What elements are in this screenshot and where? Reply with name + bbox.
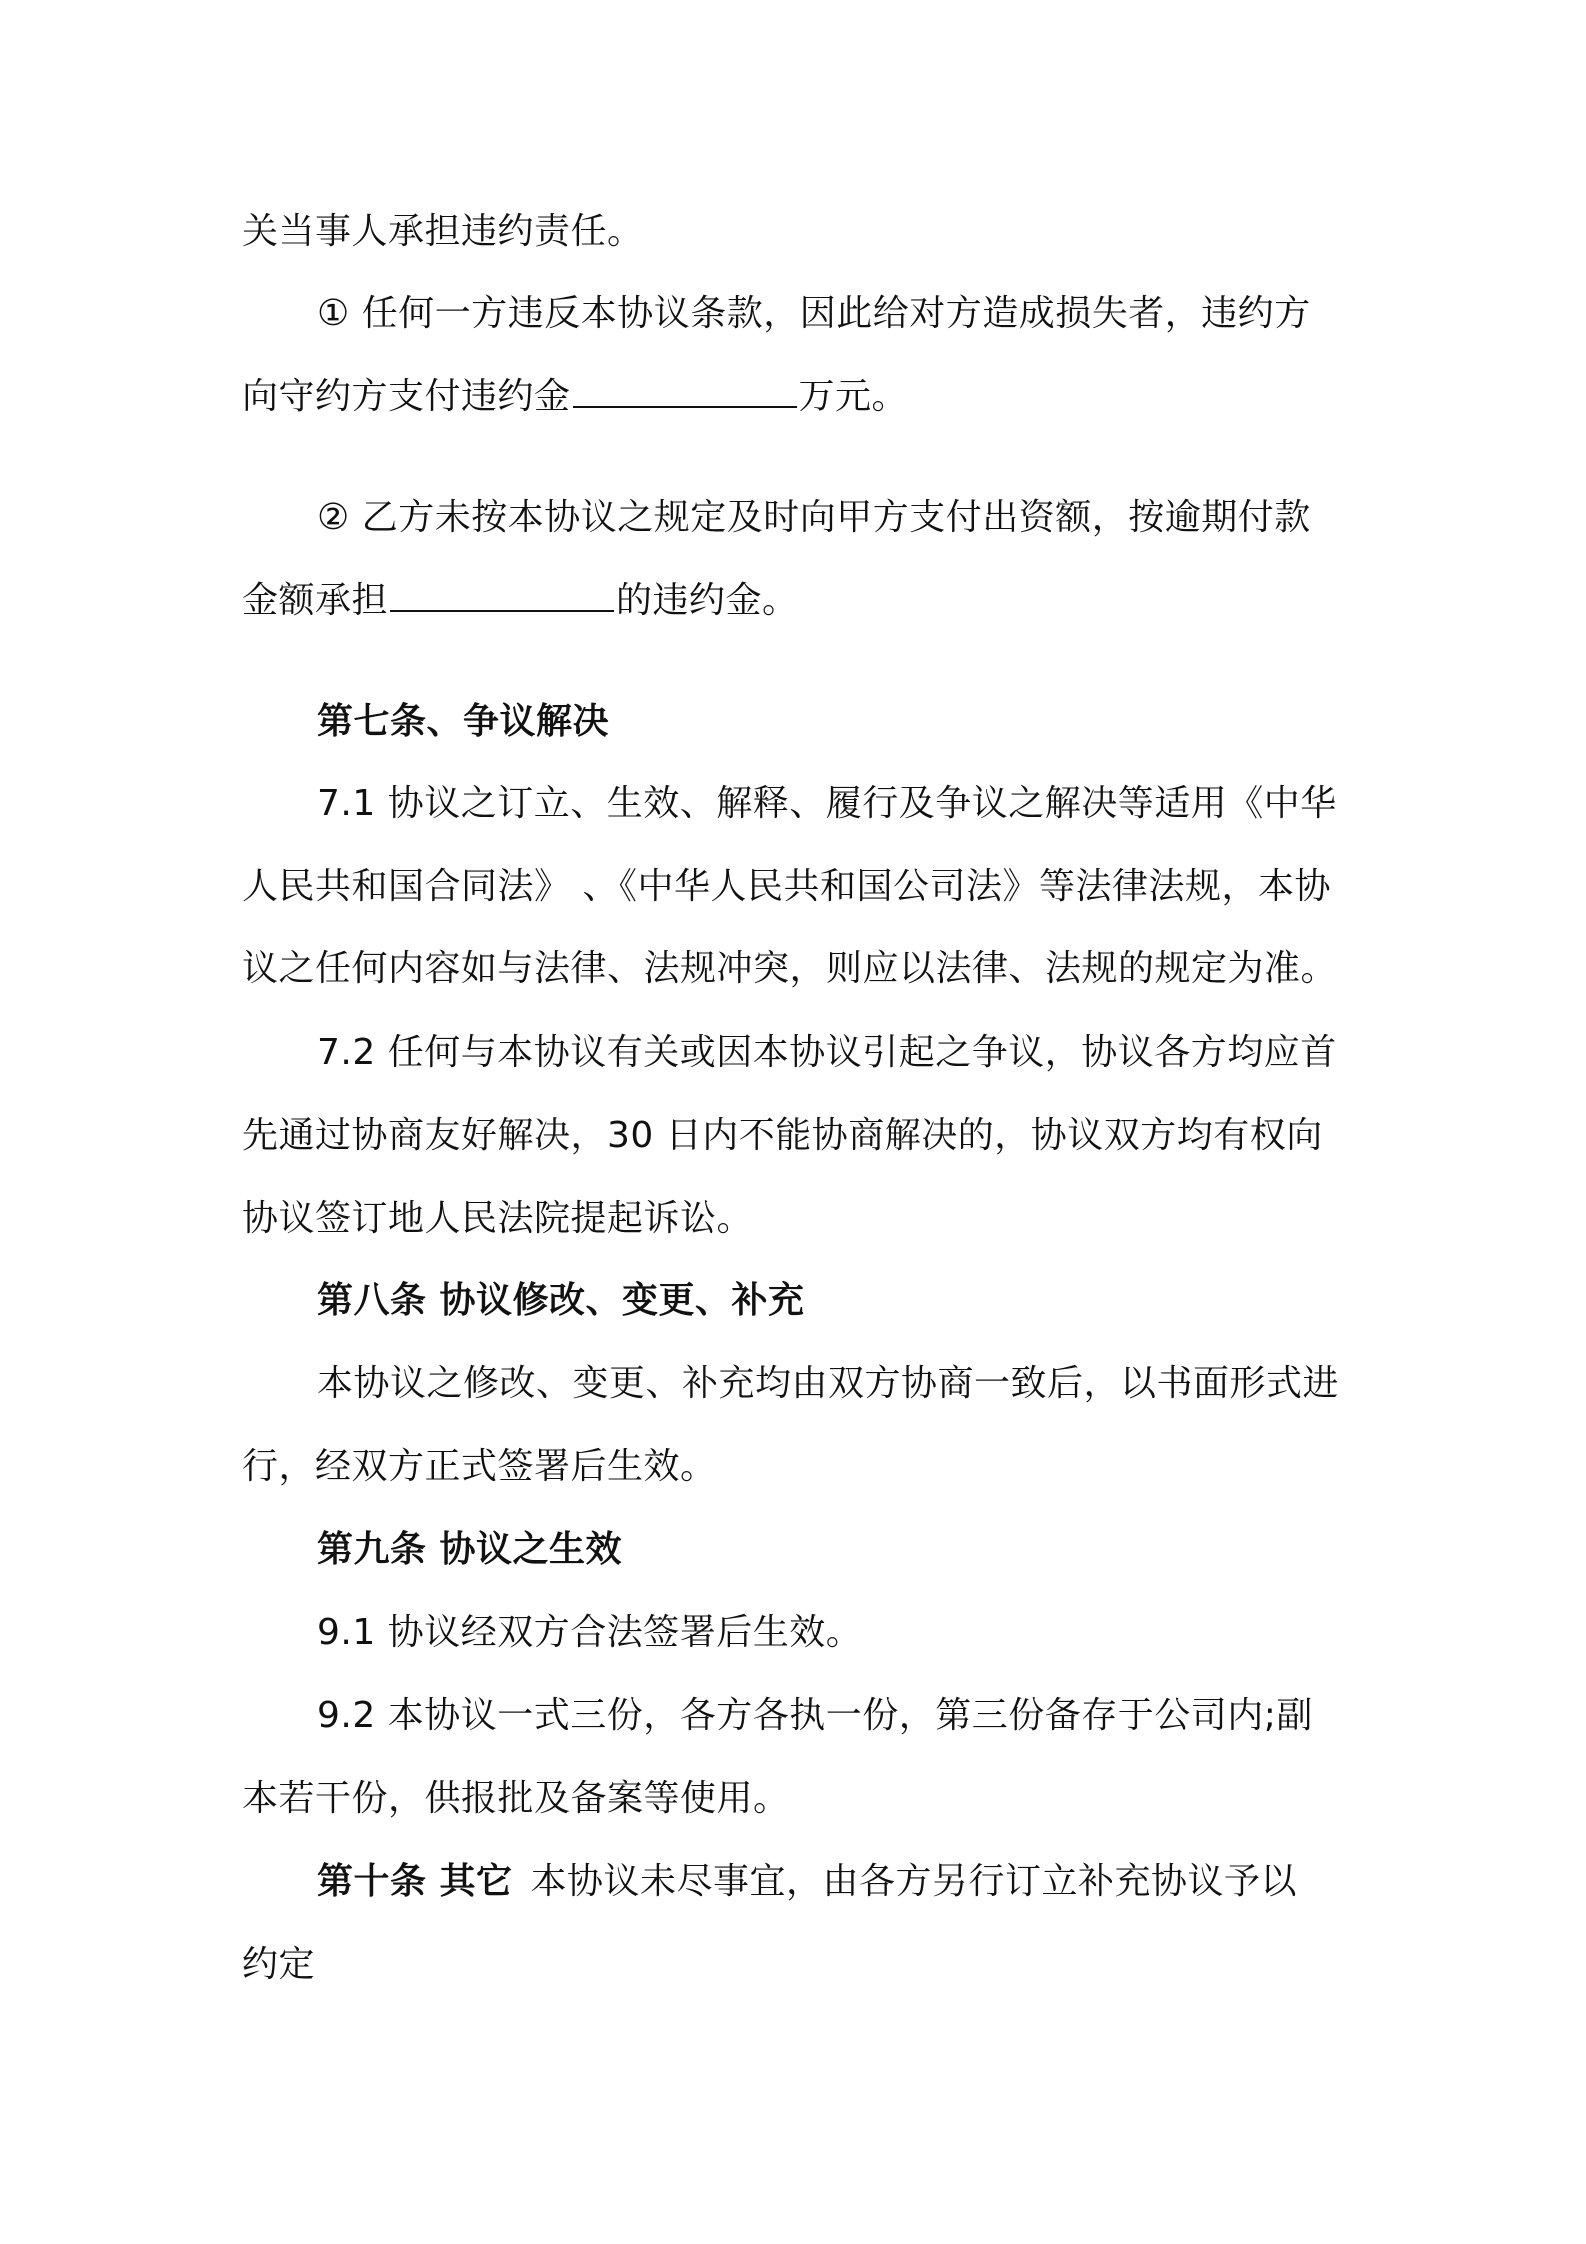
article-7-p1-line-2: 人民共和国合同法》 、《中华人民共和国公司法》等法律法规，本协	[242, 866, 1331, 907]
article-10-line-1	[317, 1858, 1297, 1906]
article-7-p2-line-2: 先通过协商友好解决，30 日内不能协商解决的，协议双方均有权向	[242, 1115, 1323, 1156]
article-9-p2-line-2: 本若干份，供报批及备案等使用。	[242, 1778, 790, 1819]
penalty-amount-blank	[573, 372, 797, 408]
article-8-p1-line-2: 行，经双方正式签署后生效。	[242, 1446, 717, 1487]
item-2-line-2-before: 金额承担	[242, 580, 389, 621]
article-7-heading: 第七条、争议解决	[317, 701, 610, 742]
item-2-line-2-after: 的违约金。	[616, 580, 799, 621]
item-2-line-2	[242, 576, 799, 625]
article-9-p1-line-1: 9.1 协议经双方合法签署后生效。	[317, 1612, 863, 1653]
article-10-heading: 第十条 其它	[317, 1861, 513, 1902]
article-7-p2-line-3: 协议签订地人民法院提起诉讼。	[242, 1198, 754, 1239]
article-9-heading: 第九条 协议之生效	[317, 1529, 623, 1570]
article-10-text-line-1: 本协议未尽事宜，由各方另行订立补充协议予以	[530, 1861, 1298, 1902]
article-7-p1-line-1: 7.1 协议之订立、生效、解释、履行及争议之解决等适用《中华	[317, 783, 1337, 824]
article-10-text-line-2: 约定	[242, 1944, 316, 1985]
article-7-p1-line-3: 议之任何内容如与法律、法规冲突，则应以法律、法规的规定为准。	[242, 948, 1338, 989]
item-1-line-2-before: 向守约方支付违约金	[242, 376, 571, 417]
overdue-penalty-blank	[390, 576, 614, 612]
article-9-p2-line-1: 9.2 本协议一式三份，各方各执一份，第三份备存于公司内;副	[317, 1695, 1313, 1736]
article-8-p1-line-1: 本协议之修改、变更、补充均由双方协商一致后，以书面形式进	[317, 1363, 1340, 1404]
article-7-p2-line-1: 7.2 任何与本协议有关或因本协议引起之争议，协议各方均应首	[317, 1032, 1337, 1073]
item-1-line-2	[242, 372, 908, 421]
item-2-line-1: ② 乙方未按本协议之规定及时向甲方支付出资额，按逾期付款	[317, 497, 1311, 538]
item-1-line-1: ① 任何一方违反本协议条款，因此给对方造成损失者，违约方	[317, 293, 1311, 334]
article-8-heading: 第八条 协议修改、变更、补充	[317, 1280, 805, 1321]
item-1-line-2-after: 万元。	[798, 376, 909, 417]
clause-6-tail-line: 关当事人承担违约责任。	[242, 211, 644, 252]
